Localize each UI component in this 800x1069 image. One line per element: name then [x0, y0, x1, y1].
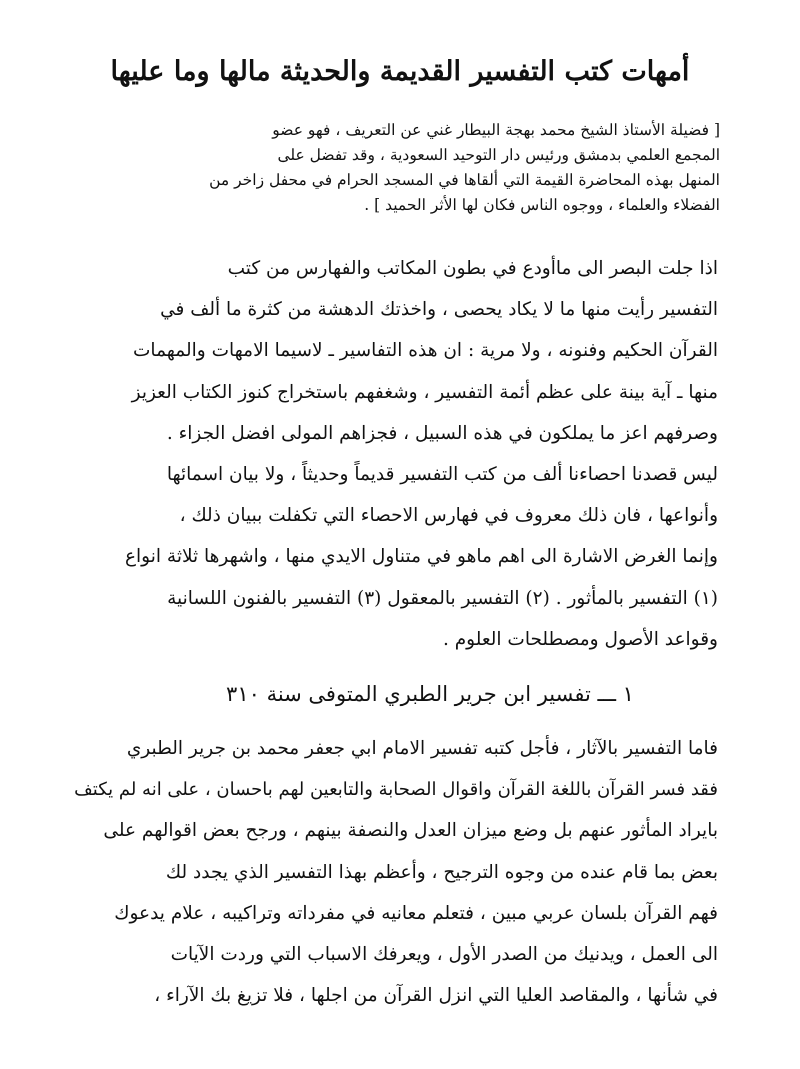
text-line: بايراد المأثور عنهم بل وضع ميزان العدل والنصفة بينهم ، ورجح بعض اقوالهم على	[103, 820, 718, 842]
text-line: فاما التفسير بالآثار ، فأجل كتبه تفسير الامام ابي جعفر محمد بن جرير الطبري	[126, 738, 718, 759]
paragraph-body	[78, 248, 718, 660]
text-line: في شأنها ، والمقاصد العليا التي انزل القرآن من اجلها ، فلا تزيغ بك الآراء ،	[154, 985, 718, 1007]
paragraph-body-2	[75, 728, 718, 1016]
text-line: وقواعد الأصول ومصطلحات العلوم .	[442, 628, 718, 650]
text-line: وصرفهم اعز ما يملكون في هذه السبيل ، فجزاهم المولى افضل الجزاء .	[166, 422, 718, 444]
intro-line: الفضلاء والعلماء ، ووجوه الناس فكان لها الأثر الحميد ] .	[364, 196, 720, 214]
text-line: فهم القرآن بلسان عربي مبين ، فتعلم معانيه في مفرداته وتراكيبه ، علام يدعوك	[114, 902, 718, 924]
intro-line: المنهل بهذه المحاضرة القيمة التي ألقاها في المسجد الحرام في محفل زاخر من	[209, 171, 720, 189]
text-line: منها ـ آية بينة على عظم أئمة التفسير ، وشغفهم باستخراج كنوز الكتاب العزيز	[131, 381, 718, 403]
text-line: وإنما الغرض الاشارة الى اهم ماهو في متناول الايدي منها ، واشهرها ثلاثة انواع	[125, 546, 718, 568]
text-line: وأنواعها ، فان ذلك معروف في فهارس الاحصاء التي تكفلت ببيان ذلك ،	[179, 505, 718, 527]
text-line: فقد فسر القرآن باللغة القرآن واقوال الصحابة والتابعين لهم باحسان ، على انه لم يكتف	[74, 779, 718, 801]
section-heading: ١ ـــ تفسير ابن جرير الطبري المتوفى سنة ٣١٠	[226, 682, 634, 706]
text-line: الى العمل ، ويدنيك من الصدر الأول ، ويعرفك الاسباب التي وردت الآيات	[170, 943, 718, 965]
intro-line: المجمع العلمي بدمشق ورئيس دار التوحيد السعودية ، وقد تفضل على	[277, 146, 720, 164]
text-line: التفسير رأيت منها ما لا يكاد يحصى ، واخذتك الدهشة من كثرة ما ألف في	[160, 299, 718, 321]
text-line: اذا جلت البصر الى ماأودع في بطون المكاتب والفهارس من كتب	[227, 258, 718, 279]
text-line: (١) التفسير بالمأثور . (٢) التفسير بالمعقول (٣) التفسير بالفنون اللسانية	[167, 587, 718, 609]
intro-note	[105, 118, 720, 218]
text-line: بعض بما قام عنده من وجوه الترجيح ، وأعظم بهذا التفسير الذي يجدد لك	[165, 861, 718, 883]
intro-line: [ فضيلة الأستاذ الشيخ محمد بهجة البيطار غني عن التعريف ، فهو عضو	[272, 121, 720, 139]
page-title: أمهات كتب التفسير القديمة والحديثة مالها وما عليها	[110, 56, 690, 87]
text-line: القرآن الحكيم وفنونه ، ولا مرية : ان هذه التفاسير ـ لاسيما الامهات والمهمات	[133, 340, 718, 362]
text-line: ليس قصدنا احصاءنا ألف من كتب التفسير قديماً وحديثاً ، ولا بيان اسمائها	[166, 463, 718, 485]
